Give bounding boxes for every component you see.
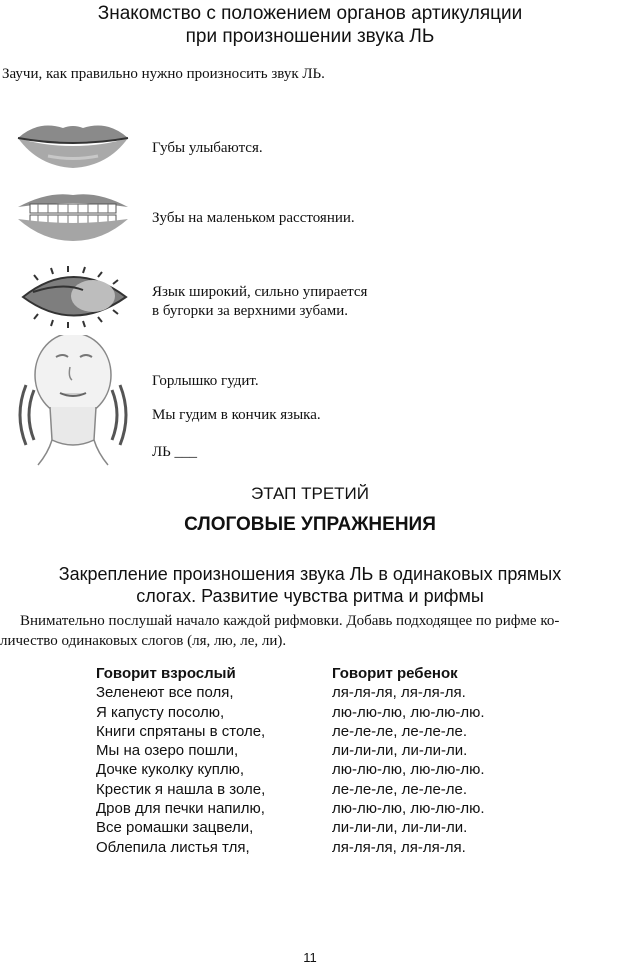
- adult-line: Зеленеют все поля,: [96, 684, 234, 702]
- child-line: ле-ле-ле, ле-ле-ле.: [332, 722, 468, 740]
- tongue-text-line-2: в бугорки за верхними зубами.: [152, 303, 349, 319]
- instruction-line-2: личество одинаковых слогов (ля, лю, ле, ли).: [0, 633, 287, 649]
- hum-text: Мы гудим в кончик языка.: [152, 407, 321, 423]
- page-title: [0, 2, 620, 48]
- instruction-line-1: Внимательно послушай начало каждой рифмовки. Добавь подходящее по рифме ко-: [20, 613, 560, 629]
- adult-line: Книги спрятаны в столе,: [96, 722, 266, 740]
- sound-text: ЛЬ ___: [152, 444, 198, 460]
- subtitle: [0, 563, 620, 607]
- section-title: СЛОГОВЫЕ УПРАЖНЕНИЯ: [184, 514, 436, 535]
- title-line-2: при произношении звука ЛЬ: [185, 26, 435, 47]
- child-line: ли-ли-ли, ли-ли-ли.: [332, 742, 468, 760]
- adult-line: Мы на озеро пошли,: [96, 742, 239, 760]
- title-line-1: Знакомство с положением органов артикуляции: [97, 3, 523, 24]
- tongue-text: [152, 283, 367, 321]
- child-column-header: Говорит ребенок: [332, 665, 458, 682]
- adult-line: Дров для печки напилю,: [96, 800, 265, 818]
- adult-line: Дочке куколку куплю,: [96, 761, 245, 779]
- adult-line: Все ромашки зацвели,: [96, 819, 254, 837]
- intro-text: Заучи, как правильно нужно произносить звук ЛЬ.: [2, 66, 325, 82]
- adult-column: [96, 664, 265, 857]
- adult-line: Крестик я нашла в золе,: [96, 780, 266, 798]
- throat-illustration: [8, 335, 148, 475]
- instruction: [0, 611, 620, 651]
- adult-line: Я капусту посолю,: [96, 703, 225, 721]
- smiling-lips-illustration: [8, 108, 138, 178]
- subtitle-line-1: Закрепление произношения звука ЛЬ в одинаковых прямых: [58, 564, 562, 584]
- child-line: ли-ли-ли, ли-ли-ли.: [332, 819, 468, 837]
- child-line: ля-ля-ля, ля-ля-ля.: [332, 838, 466, 856]
- child-line: лю-лю-лю, лю-лю-лю.: [332, 800, 485, 818]
- stage-heading: ЭТАП ТРЕТИЙ: [250, 484, 369, 503]
- teeth-text: Зубы на маленьком расстоянии.: [152, 210, 355, 226]
- lips-text: Губы улыбаются.: [152, 140, 263, 156]
- child-line: ле-ле-ле, ле-ле-ле.: [332, 780, 468, 798]
- adult-column-header: Говорит взрослый: [96, 665, 236, 682]
- throat-text: Горлышко гудит.: [152, 373, 259, 389]
- tongue-illustration: [8, 262, 138, 332]
- adult-line: Облепила листья тля,: [96, 838, 250, 856]
- tongue-text-line-1: Язык широкий, сильно упирается: [152, 284, 368, 300]
- child-line: лю-лю-лю, лю-лю-лю.: [332, 761, 485, 779]
- child-line: лю-лю-лю, лю-лю-лю.: [332, 703, 485, 721]
- child-column: [332, 664, 485, 857]
- page-number: 11: [303, 950, 317, 965]
- teeth-illustration: [8, 185, 138, 245]
- subtitle-line-2: слогах. Развитие чувства ритма и рифмы: [136, 586, 484, 606]
- child-line: ля-ля-ля, ля-ля-ля.: [332, 684, 466, 702]
